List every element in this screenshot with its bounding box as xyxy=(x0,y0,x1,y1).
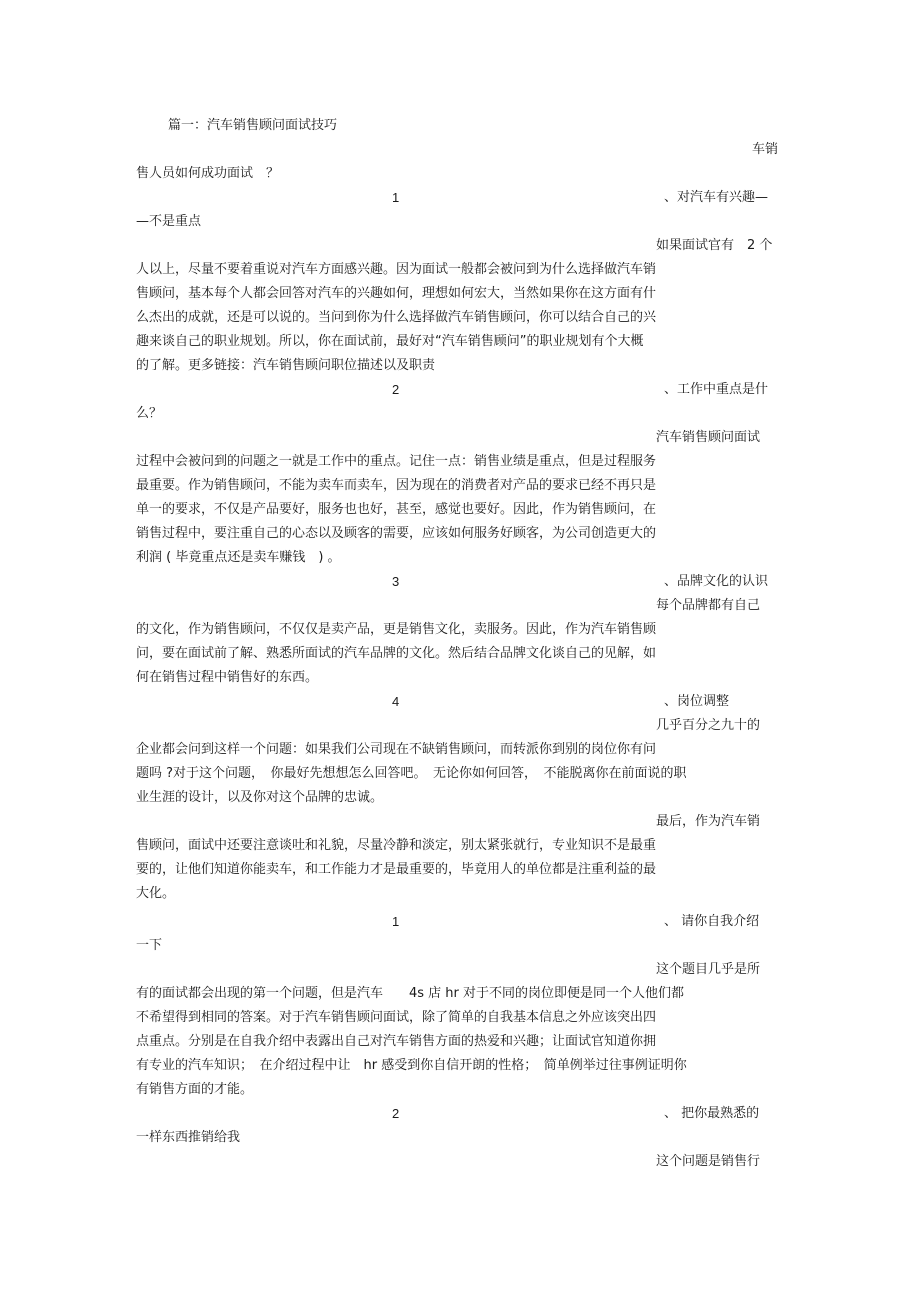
item-number: 2 xyxy=(392,382,400,397)
text-line: 不希望得到相同的答案。对于汽车销售顾问面试，除了简单的自我基本信息之外应该突出四 xyxy=(136,1010,657,1025)
section-heading: 、岗位调整 xyxy=(664,694,730,709)
text-line: 车销 xyxy=(752,142,779,157)
text-line: 有销售方面的才能。 xyxy=(136,1082,254,1097)
item-number: 2 xyxy=(392,1106,400,1121)
text-line: 有的面试都会出现的第一个问题，但是汽车 4s 店 hr 对于不同的岗位即便是同一个人他们都 xyxy=(136,986,685,1001)
text-line: 利润 ( 毕竟重点还是卖车赚钱 ) 。 xyxy=(136,550,341,565)
text-line: 汽车销售顾问面试 xyxy=(656,430,761,445)
text-line: 的了解。更多链接：汽车销售顾问职位描述以及职责 xyxy=(136,358,436,373)
text-line: 企业都会问到这样一个问题：如果我们公司现在不缺销售顾问，而转派你到别的岗位你有问 xyxy=(136,742,657,757)
text-line: 每个品牌都有自己 xyxy=(656,598,761,613)
section-heading: 、 把你最熟悉的 xyxy=(664,1106,760,1121)
item-number: 1 xyxy=(392,914,400,929)
section-heading: 、对汽车有兴趣— xyxy=(664,190,769,205)
text-line: 这个题目几乎是所 xyxy=(656,962,761,977)
item-number: 4 xyxy=(392,694,400,709)
section-heading: 、 请你自我介绍 xyxy=(664,914,760,929)
section-heading: 、工作中重点是什 xyxy=(664,382,769,397)
item-number: 3 xyxy=(392,574,400,589)
text-line: 过程中会被问到的问题之一就是工作中的重点。记住一点：销售业绩是重点，但是过程服务 xyxy=(136,454,657,469)
section-heading: 么？ xyxy=(136,406,163,421)
text-line: 题吗 ?对于这个问题， 你最好先想想怎么回答吧。 无论你如何回答， 不能脱离你在前面说的职 xyxy=(136,766,687,781)
text-line: 人以上，尽量不要着重说对汽车方面感兴趣。因为面试一般都会被问到为什么选择做汽车销 xyxy=(136,262,657,277)
text-line: 要的，让他们知道你能卖车，和工作能力才是最重要的，毕竟用人的单位都是注重利益的最 xyxy=(136,862,657,877)
text-line: 趣来谈自己的职业规划。所以，你在面试前，最好对“汽车销售顾问”的职业规划有个大概 xyxy=(136,334,644,349)
section-heading: 一样东西推销给我 xyxy=(136,1130,241,1145)
text-line: 售人员如何成功面试 ？ xyxy=(136,166,280,181)
section-heading: 一下 xyxy=(136,938,163,953)
text-line: 何在销售过程中销售好的东西。 xyxy=(136,670,319,685)
text-line: 大化。 xyxy=(136,886,176,901)
text-line: 售顾问，面试中还要注意谈吐和礼貌，尽量冷静和淡定，别太紧张就行，专业知识不是最重 xyxy=(136,838,657,853)
text-line: 单一的要求，不仅是产品要好，服务也也好，甚至，感觉也要好。因此，作为销售顾问，在 xyxy=(136,502,657,517)
text-line: 售顾问，基本每个人都会回答对汽车的兴趣如何，理想如何宏大，当然如果你在这方面有什 xyxy=(136,286,657,301)
doc-title: 篇一：汽车销售顾问面试技巧 xyxy=(168,118,338,133)
text-line: 几乎百分之九十的 xyxy=(656,718,761,733)
text-line: 点重点。分别是在自我介绍中表露出自己对汽车销售方面的热爱和兴趣；让面试官知道你拥 xyxy=(136,1034,657,1049)
text-line: 最后，作为汽车销 xyxy=(656,814,761,829)
text-line: 这个问题是销售行 xyxy=(656,1154,761,1169)
section-heading: —不是重点 xyxy=(136,214,202,229)
text-line: 如果面试官有 2 个 xyxy=(656,238,773,253)
text-line: 有专业的汽车知识； 在介绍过程中让 hr 感受到你自信开朗的性格； 简单例举过往事例证明你 xyxy=(136,1058,687,1073)
text-line: 问，要在面试前了解、熟悉所面试的汽车品牌的文化。然后结合品牌文化谈自己的见解，如 xyxy=(136,646,657,661)
item-number: 1 xyxy=(392,190,400,205)
text-line: 业生涯的设计，以及你对这个品牌的忠诚。 xyxy=(136,790,384,805)
text-line: 的文化，作为销售顾问，不仅仅是卖产品，更是销售文化，卖服务。因此，作为汽车销售顾 xyxy=(136,622,657,637)
section-heading: 、品牌文化的认识 xyxy=(664,574,769,589)
text-line: 销售过程中，要注重自己的心态以及顾客的需要，应该如何服务好顾客，为公司创造更大的 xyxy=(136,526,657,541)
text-line: 最重要。作为销售顾问，不能为卖车而卖车，因为现在的消费者对产品的要求已经不再只是 xyxy=(136,478,657,493)
text-line: 么杰出的成就，还是可以说的。当问到你为什么选择做汽车销售顾问，你可以结合自己的兴 xyxy=(136,310,657,325)
